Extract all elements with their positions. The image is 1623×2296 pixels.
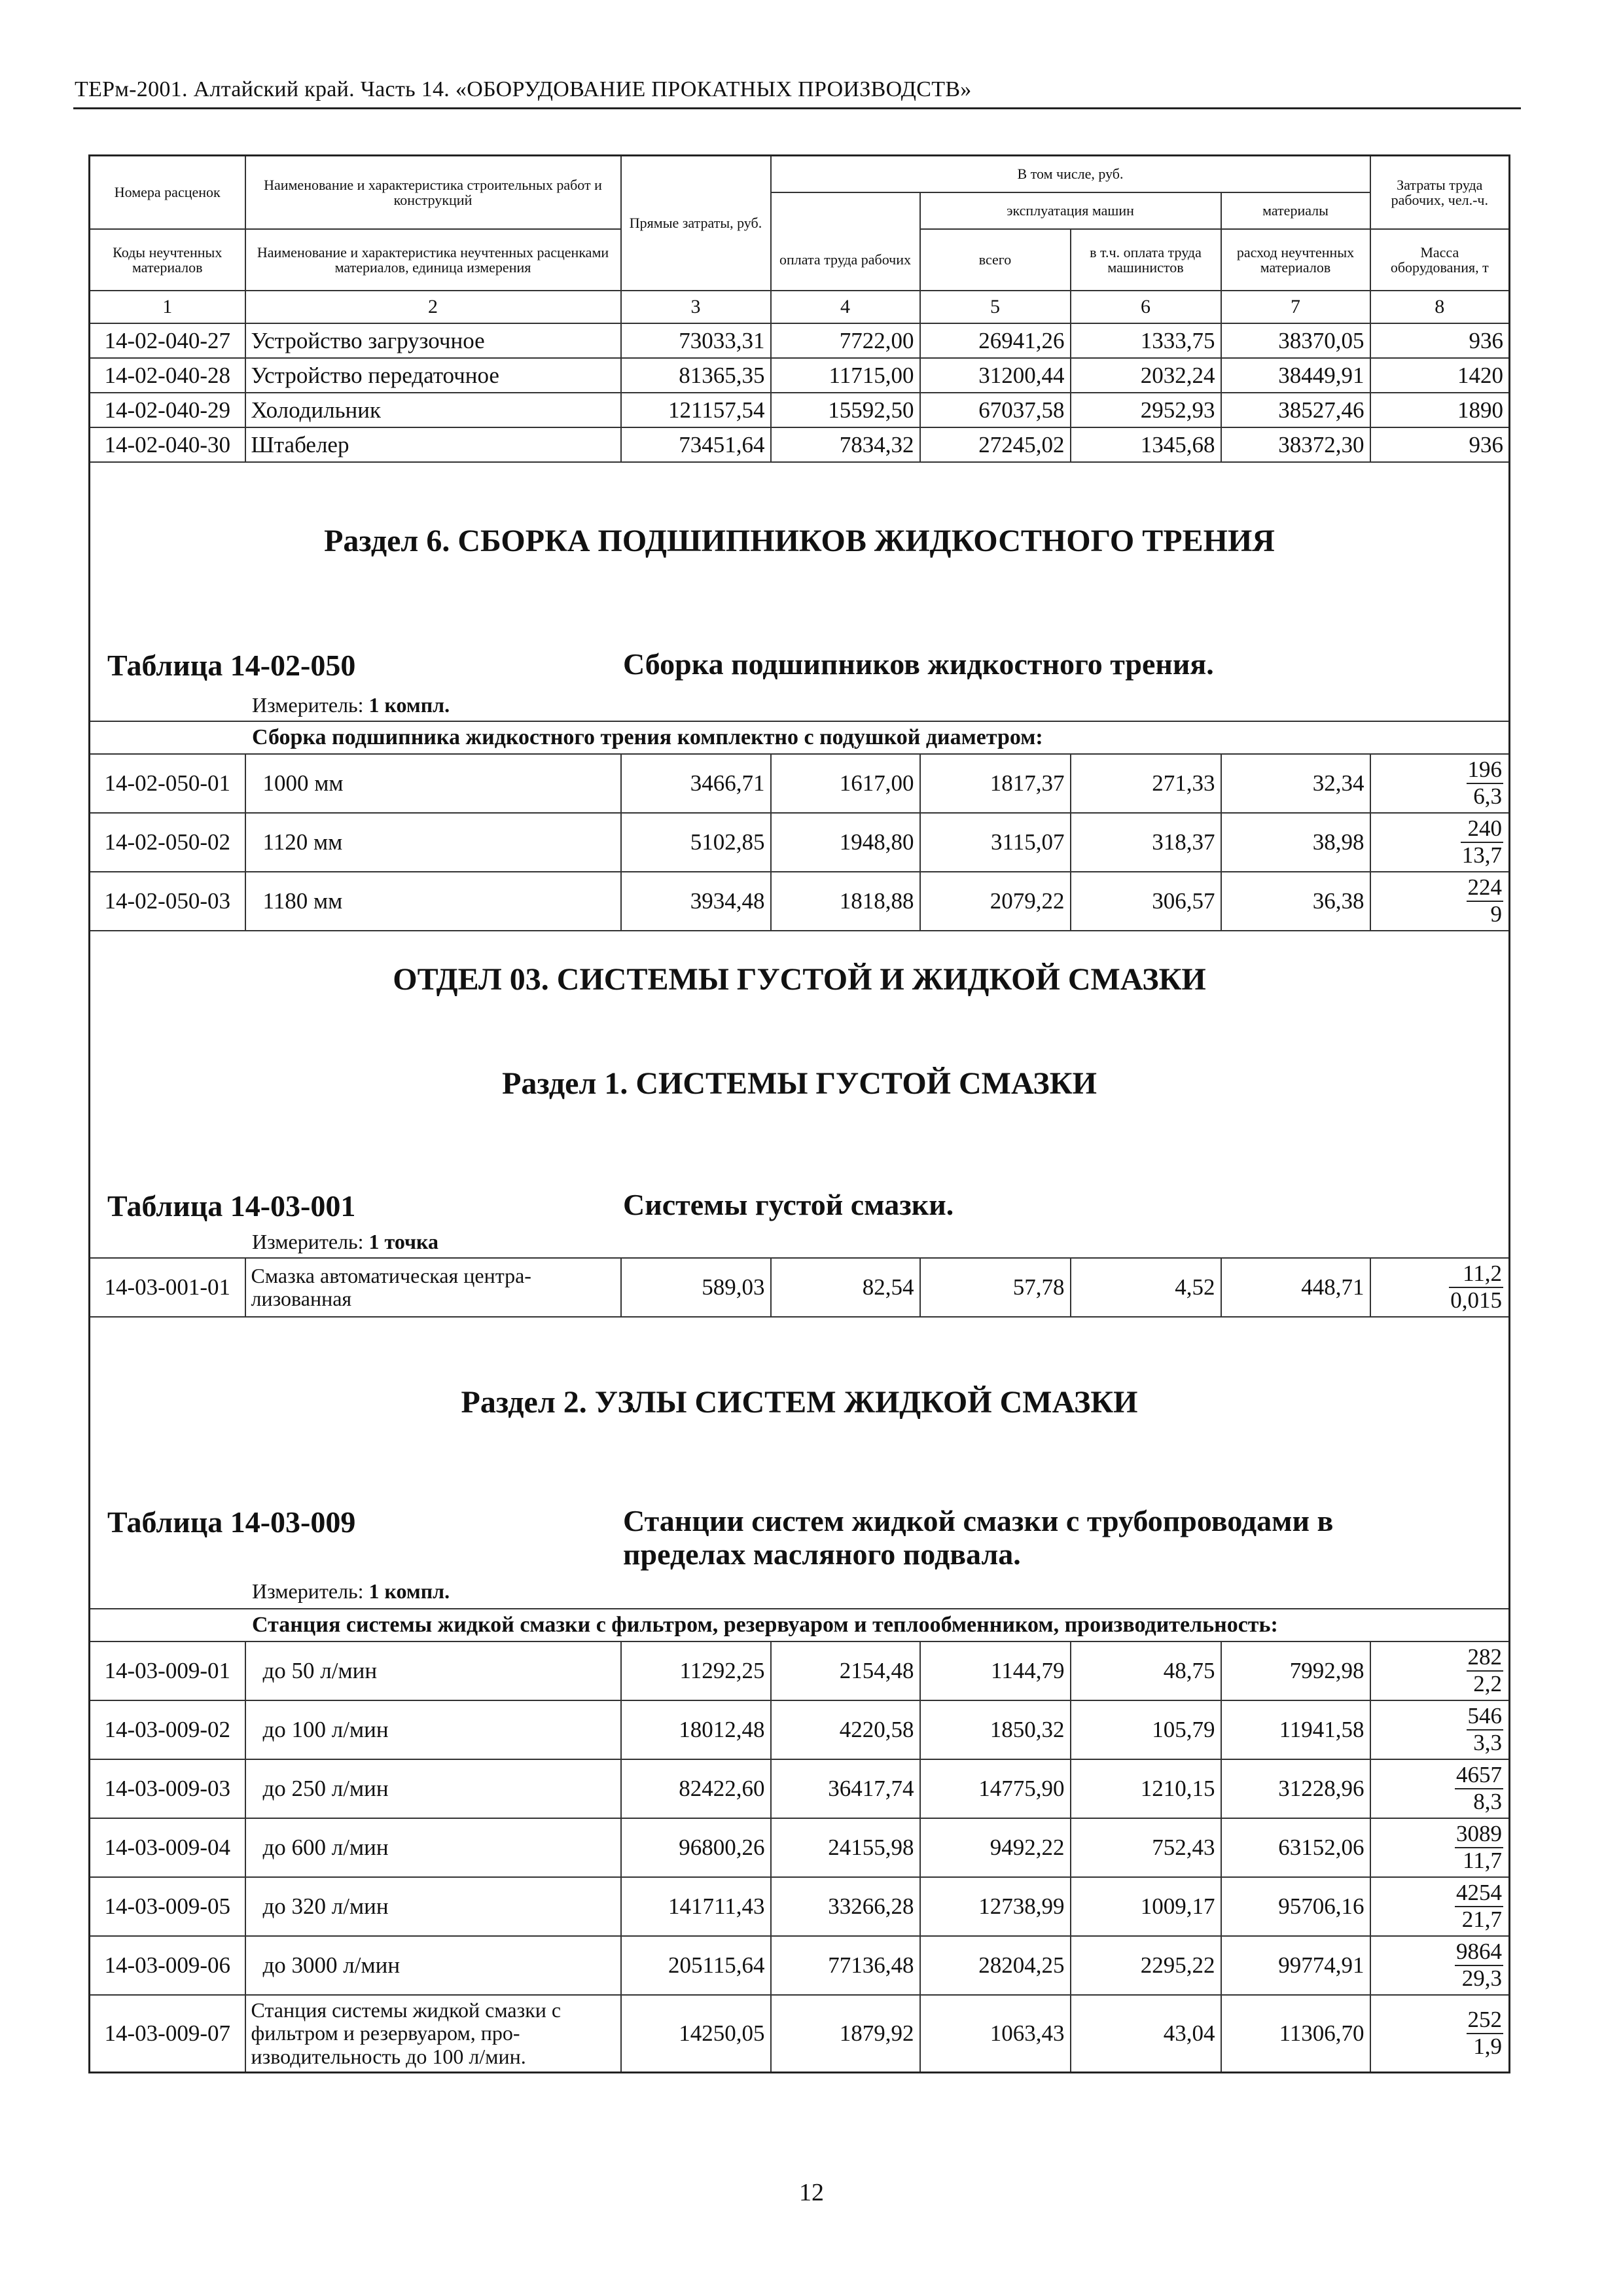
rate-name: до 600 л/мин	[245, 1818, 621, 1877]
rate-code: 14-03-009-04	[90, 1818, 245, 1877]
rate-name: Устройство передаточное	[245, 358, 621, 393]
rate-name: Холодильник	[245, 393, 621, 427]
measure-value: 1 компл.	[368, 1579, 450, 1603]
machines-total: 12738,99	[920, 1877, 1071, 1936]
rate-code: 14-02-040-28	[90, 358, 245, 393]
machines-total: 1063,43	[920, 1995, 1071, 2073]
direct-costs: 73451,64	[621, 427, 771, 462]
table-row	[90, 358, 1510, 393]
machines-total: 2079,22	[920, 872, 1071, 931]
col-num: 2	[245, 291, 621, 323]
rate-code: 14-02-040-30	[90, 427, 245, 462]
rate-code: 14-03-009-02	[90, 1700, 245, 1759]
table-row	[90, 1818, 1510, 1877]
labor-mass	[1370, 1700, 1510, 1759]
labor-cost: 282	[1467, 1645, 1504, 1672]
labor-cost: 224	[1467, 875, 1504, 902]
direct-costs: 14250,05	[621, 1995, 771, 2073]
table-row	[90, 1641, 1510, 1700]
materials: 448,71	[1221, 1258, 1370, 1317]
materials: 95706,16	[1221, 1877, 1370, 1936]
section-title: Раздел 1. СИСТЕМЫ ГУСТОЙ СМАЗКИ	[502, 1066, 1097, 1101]
machinist-wages: 43,04	[1071, 1995, 1221, 2073]
machines-total: 57,78	[920, 1258, 1071, 1317]
rate-name: 1120 мм	[245, 813, 621, 872]
rate-code: 14-02-050-01	[90, 754, 245, 813]
labor-mass	[1370, 1258, 1510, 1317]
rate-code: 14-03-009-06	[90, 1936, 245, 1995]
section-block	[90, 931, 1510, 1258]
labor-cost: 936	[1370, 427, 1510, 462]
materials: 11306,70	[1221, 1995, 1370, 2073]
measure-value: 1 компл.	[368, 693, 450, 717]
labor-mass	[1370, 1759, 1510, 1818]
measure-unit	[252, 693, 450, 717]
table-row	[90, 1995, 1510, 2073]
col-labor-cost: Затраты труда рабочих, чел.-ч.	[1370, 156, 1510, 230]
rate-name: до 320 л/мин	[245, 1877, 621, 1936]
machines-total: 1850,32	[920, 1700, 1071, 1759]
direct-costs: 3466,71	[621, 754, 771, 813]
wages: 1879,92	[771, 1995, 920, 2073]
rate-code: 14-02-040-29	[90, 393, 245, 427]
labor-cost: 1420	[1370, 358, 1510, 393]
rate-code: 14-02-050-03	[90, 872, 245, 931]
rate-name: Смазка автоматическая центра-лизованная	[245, 1258, 621, 1317]
col-rate-no: Номера расценок	[90, 156, 245, 230]
equipment-mass: 2,2	[1473, 1670, 1503, 1696]
labor-mass	[1370, 754, 1510, 813]
col-incl: В том числе, руб.	[771, 156, 1370, 193]
labor-cost: 3089	[1455, 1821, 1503, 1848]
subheader-row	[90, 1609, 1510, 1641]
wages: 36417,74	[771, 1759, 920, 1818]
table-row	[90, 1759, 1510, 1818]
labor-mass	[1370, 1877, 1510, 1936]
col-machines: эксплуатация машин	[920, 192, 1221, 229]
materials: 7992,98	[1221, 1641, 1370, 1700]
machinist-wages: 752,43	[1071, 1818, 1221, 1877]
table-row	[90, 323, 1510, 358]
table-row	[90, 1936, 1510, 1995]
materials: 38527,46	[1221, 393, 1370, 427]
page-number: 12	[799, 2179, 824, 2206]
labor-cost: 4657	[1455, 1763, 1503, 1789]
col-num: 4	[771, 291, 920, 323]
materials: 38370,05	[1221, 323, 1370, 358]
header-row-3	[90, 229, 1510, 291]
subheader-row	[90, 721, 1510, 754]
column-numbers-row	[90, 291, 1510, 323]
col-num: 7	[1221, 291, 1370, 323]
rate-code: 14-03-009-05	[90, 1877, 245, 1936]
table-number: Таблица 14-02-050	[107, 649, 356, 682]
rate-code: 14-03-009-01	[90, 1641, 245, 1700]
machinist-wages: 1345,68	[1071, 427, 1221, 462]
labor-cost: 240	[1461, 816, 1503, 843]
labor-mass	[1370, 1936, 1510, 1995]
department-title: ОТДЕЛ 03. СИСТЕМЫ ГУСТОЙ И ЖИДКОЙ СМАЗКИ	[393, 962, 1206, 997]
table-number: Таблица 14-03-001	[107, 1189, 356, 1223]
labor-cost: 11,2	[1449, 1261, 1503, 1288]
measure-unit	[252, 1230, 438, 1254]
measure-unit	[252, 1579, 450, 1604]
direct-costs: 96800,26	[621, 1818, 771, 1877]
wages: 82,54	[771, 1258, 920, 1317]
header-row-1	[90, 156, 1510, 193]
machinist-wages: 105,79	[1071, 1700, 1221, 1759]
machines-total: 67037,58	[920, 393, 1071, 427]
running-header	[73, 73, 1521, 109]
col-work-name: Наименование и характеристика строительных работ и конструкций	[245, 156, 621, 230]
table-number: Таблица 14-03-009	[107, 1505, 356, 1539]
materials: 11941,58	[1221, 1700, 1370, 1759]
machinist-wages: 4,52	[1071, 1258, 1221, 1317]
machinist-wages: 318,37	[1071, 813, 1221, 872]
machinist-wages: 48,75	[1071, 1641, 1221, 1700]
direct-costs: 3934,48	[621, 872, 771, 931]
col-num: 3	[621, 291, 771, 323]
wages: 15592,50	[771, 393, 920, 427]
equipment-mass: 0,015	[1450, 1287, 1503, 1313]
wages: 11715,00	[771, 358, 920, 393]
col-mass: Масса оборудования, т	[1370, 229, 1510, 291]
machines-total: 28204,25	[920, 1936, 1071, 1995]
equipment-mass: 29,3	[1461, 1965, 1503, 1991]
materials: 32,34	[1221, 754, 1370, 813]
rate-name: 1180 мм	[245, 872, 621, 931]
machinist-wages: 1009,17	[1071, 1877, 1221, 1936]
col-codes: Коды неучтенных материалов	[90, 229, 245, 291]
rate-name: до 100 л/мин	[245, 1700, 621, 1759]
equipment-mass: 11,7	[1463, 1847, 1503, 1873]
wages: 7834,32	[771, 427, 920, 462]
labor-mass	[1370, 813, 1510, 872]
rate-code: 14-03-001-01	[90, 1258, 245, 1317]
col-unaccounted: расход неучтенных материалов	[1221, 229, 1370, 291]
materials: 38449,91	[1221, 358, 1370, 393]
machines-total: 27245,02	[920, 427, 1071, 462]
col-wages-top	[771, 192, 920, 229]
wages: 1948,80	[771, 813, 920, 872]
machinist-wages: 306,57	[1071, 872, 1221, 931]
direct-costs: 121157,54	[621, 393, 771, 427]
table-title: Сборка подшипников жидкостного трения.	[623, 647, 1214, 681]
rate-name: до 250 л/мин	[245, 1759, 621, 1818]
direct-costs: 82422,60	[621, 1759, 771, 1818]
labor-cost: 252	[1467, 2007, 1504, 2034]
wages: 33266,28	[771, 1877, 920, 1936]
direct-costs: 589,03	[621, 1258, 771, 1317]
header-title: ТЕРм-2001. Алтайский край. Часть 14. «ОБОРУДОВАНИЕ ПРОКАТНЫХ ПРОИЗВОДСТВ»	[75, 77, 972, 101]
wages: 1617,00	[771, 754, 920, 813]
wages: 1818,88	[771, 872, 920, 931]
measure-label: Измеритель:	[252, 1579, 364, 1603]
direct-costs: 81365,35	[621, 358, 771, 393]
machines-total: 31200,44	[920, 358, 1071, 393]
group-subheader: Сборка подшипника жидкостного трения комплектно с подушкой диаметром:	[90, 721, 1510, 754]
measure-value: 1 точка	[368, 1230, 438, 1253]
labor-cost: 4254	[1455, 1880, 1503, 1907]
labor-cost: 1890	[1370, 393, 1510, 427]
table-title: Станции систем жидкой смазки с трубопроводами в пределах масляного подвала.	[623, 1504, 1334, 1571]
materials: 38,98	[1221, 813, 1370, 872]
table-row	[90, 1877, 1510, 1936]
rate-code: 14-03-009-07	[90, 1995, 245, 2073]
machines-total: 1817,37	[920, 754, 1071, 813]
machinist-wages: 2295,22	[1071, 1936, 1221, 1995]
rate-name: до 3000 л/мин	[245, 1936, 621, 1995]
equipment-mass: 3,3	[1473, 1729, 1503, 1755]
direct-costs: 141711,43	[621, 1877, 771, 1936]
table-row	[90, 393, 1510, 427]
direct-costs: 5102,85	[621, 813, 771, 872]
rate-name: Станция системы жидкой смазки с фильтром и резервуаром, про-изводительность до 100 л/мин.	[245, 1995, 621, 2073]
rate-code: 14-02-040-27	[90, 323, 245, 358]
table-row	[90, 427, 1510, 462]
rate-name: до 50 л/мин	[245, 1641, 621, 1700]
rate-code: 14-02-050-02	[90, 813, 245, 872]
machines-total: 9492,22	[920, 1818, 1071, 1877]
equipment-mass: 6,3	[1473, 783, 1503, 809]
section-block	[90, 462, 1510, 721]
machinist-wages: 2952,93	[1071, 393, 1221, 427]
col-direct-costs: Прямые затраты, руб.	[621, 156, 771, 291]
labor-mass	[1370, 872, 1510, 931]
wages: 4220,58	[771, 1700, 920, 1759]
section-block	[90, 1317, 1510, 1609]
materials: 31228,96	[1221, 1759, 1370, 1818]
col-mat-name: Наименование и характеристика неучтенных расценками материалов, единица измерения	[245, 229, 621, 291]
wages: 24155,98	[771, 1818, 920, 1877]
wages: 77136,48	[771, 1936, 920, 1995]
direct-costs: 73033,31	[621, 323, 771, 358]
col-num: 5	[920, 291, 1071, 323]
table-title: Системы густой смазки.	[623, 1188, 954, 1221]
rate-name: Штабелер	[245, 427, 621, 462]
section-title: Раздел 2. УЗЛЫ СИСТЕМ ЖИДКОЙ СМАЗКИ	[461, 1385, 1138, 1420]
labor-mass	[1370, 1641, 1510, 1700]
table-row	[90, 813, 1510, 872]
table-row	[90, 754, 1510, 813]
table-row	[90, 872, 1510, 931]
rates-table	[88, 154, 1510, 2073]
equipment-mass: 1,9	[1473, 2033, 1503, 2059]
col-materials: материалы	[1221, 192, 1370, 229]
machines-total: 1144,79	[920, 1641, 1071, 1700]
rate-name: Устройство загрузочное	[245, 323, 621, 358]
equipment-mass: 8,3	[1473, 1788, 1503, 1814]
machinist-wages: 1210,15	[1071, 1759, 1221, 1818]
measure-label: Измеритель:	[252, 1230, 364, 1253]
col-num: 1	[90, 291, 245, 323]
machines-total: 26941,26	[920, 323, 1071, 358]
col-num: 8	[1370, 291, 1510, 323]
labor-cost: 9864	[1455, 1939, 1503, 1966]
labor-cost: 196	[1467, 757, 1504, 784]
labor-cost: 936	[1370, 323, 1510, 358]
wages: 7722,00	[771, 323, 920, 358]
rate-code: 14-03-009-03	[90, 1759, 245, 1818]
section-title: Раздел 6. СБОРКА ПОДШИПНИКОВ ЖИДКОСТНОГО ТРЕНИЯ	[324, 524, 1275, 558]
materials: 99774,91	[1221, 1936, 1370, 1995]
materials: 36,38	[1221, 872, 1370, 931]
equipment-mass: 9	[1490, 901, 1503, 927]
direct-costs: 11292,25	[621, 1641, 771, 1700]
wages: 2154,48	[771, 1641, 920, 1700]
group-subheader: Станция системы жидкой смазки с фильтром, резервуаром и теплообменником, производительность:	[90, 1609, 1510, 1641]
machinist-wages: 1333,75	[1071, 323, 1221, 358]
machinist-wages: 2032,24	[1071, 358, 1221, 393]
col-wages: оплата труда рабочих	[771, 229, 920, 291]
table-row	[90, 1258, 1510, 1317]
labor-mass	[1370, 1818, 1510, 1877]
labor-mass	[1370, 1995, 1510, 2073]
equipment-mass: 13,7	[1461, 842, 1503, 868]
materials: 63152,06	[1221, 1818, 1370, 1877]
col-machinist-wages: в т.ч. оплата труда машинистов	[1071, 229, 1221, 291]
equipment-mass: 21,7	[1461, 1906, 1503, 1932]
direct-costs: 18012,48	[621, 1700, 771, 1759]
labor-cost: 546	[1467, 1704, 1504, 1731]
machinist-wages: 271,33	[1071, 754, 1221, 813]
col-num: 6	[1071, 291, 1221, 323]
col-total: всего	[920, 229, 1071, 291]
measure-label: Измеритель:	[252, 693, 364, 717]
direct-costs: 205115,64	[621, 1936, 771, 1995]
table-row	[90, 1700, 1510, 1759]
materials: 38372,30	[1221, 427, 1370, 462]
rate-name: 1000 мм	[245, 754, 621, 813]
machines-total: 14775,90	[920, 1759, 1071, 1818]
machines-total: 3115,07	[920, 813, 1071, 872]
